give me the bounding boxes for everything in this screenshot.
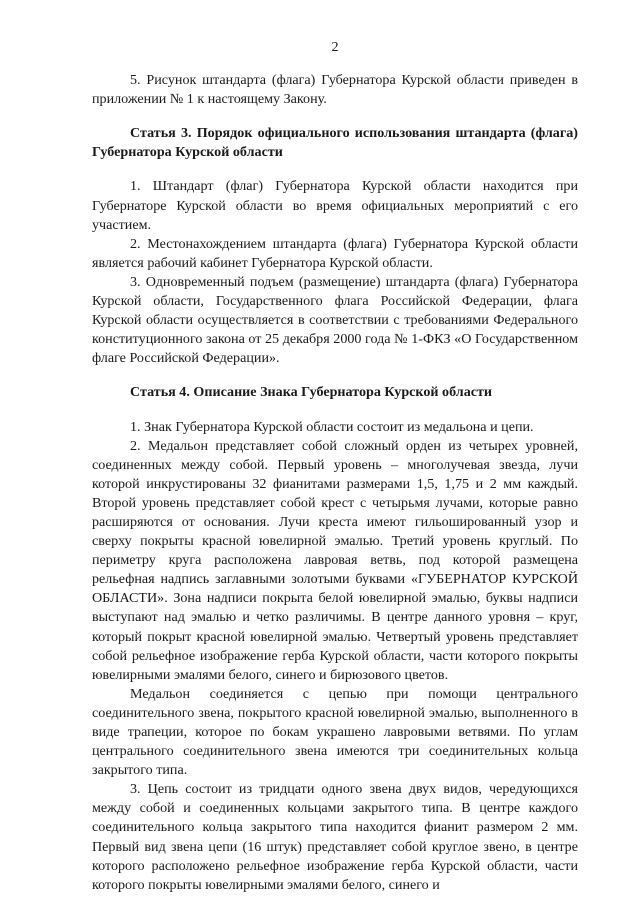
document-page [92,38,578,895]
paragraph-article3-item2: 2. Местонахождением штандарта (флага) Губернатора Курской области является рабочий кабинет Губернатора Курской области. [92,235,578,271]
paragraph-article3-item3: 3. Одновременный подъем (размещение) штандарта (флага) Губернатора Курской области, Государственного флага Российской Федерации, флага Курской области осуществляется в соответствии с требованиями Федерального конституционного закона от 25 декабря 2000 года № 1-ФКЗ «О Государственном флаге Российской Федерации». [92,273,578,367]
paragraph-article4-item1: 1. Знак Губернатора Курской области состоит из медальона и цепи. [130,418,534,435]
paragraph-article2-item5: 5. Рисунок штандарта (флага) Губернатора Курской области приведен в приложении № 1 к настоящему Закону. [92,72,578,108]
paragraph-article4-medallion-link: Медальон соединяется с цепью при помощи центрального соединительного звена, покрытого красной ювелирной эмалью, выполненного в виде трапеции, которое по бокам украшено лавровыми ветвями. По углам центрального соединительного звена имеются три соединительных кольца закрытого типа. [92,685,578,779]
article-3-heading: Статья 3. Порядок официального использования штандарта (флага) Губернатора Курской области [92,125,578,161]
paragraph-article3-item1: 1. Штандарт (флаг) Губернатора Курской области находится при Губернаторе Курской области во время официальных мероприятий с его участием. [92,178,578,233]
paragraph-article4-item2: 2. Медальон представляет собой сложный орден из четырех уровней, соединенных между собой. Первый уровень – многолучевая звезда, лучи которой инкрустированы 32 фианитами размерами 1,5, 1,75 и 2 мм каждый. Второй уровень представляет собой крест с четырьмя лучами, которые равно расширяются от основания. Лучи креста имеют гильошированный узор и сверху покрыты красной ювелирной эмалью. Третий уровень круглый. По периметру круга расположена лавровая ветвь, под которой размещена рельефная надпись заглавными золотыми буквами «ГУБЕРНАТОР КУРСКОЙ ОБЛАСТИ». Зона надписи покрыта белой ювелирной эмалью, буквы надписи выступают над эмалью и четко различимы. В центре данного уровня – круг, который покрыт красной ювелирной эмалью. Четвертый уровень представляет собой рельефное изображение герба Курской области, части которого покрыты ювелирными эмалями белого, синего и бирюзового цветов. [92,437,578,683]
article-4-heading: Статья 4. Описание Знака Губернатора Курской области [130,384,493,401]
paragraph-article4-item3: 3. Цепь состоит из тридцати одного звена двух видов, чередующихся между собой и соединенных кольцами закрытого типа. В центре каждого соединительного кольца закрытого типа находится фианит размером 2 мм. Первый вид звена цепи (16 штук) представляет собой круглое звено, в центре которого расположено рельефное изображение герба Курской области, части которого покрыты ювелирными эмалями белого, синего и [92,781,578,893]
page-number: 2 [331,39,339,55]
